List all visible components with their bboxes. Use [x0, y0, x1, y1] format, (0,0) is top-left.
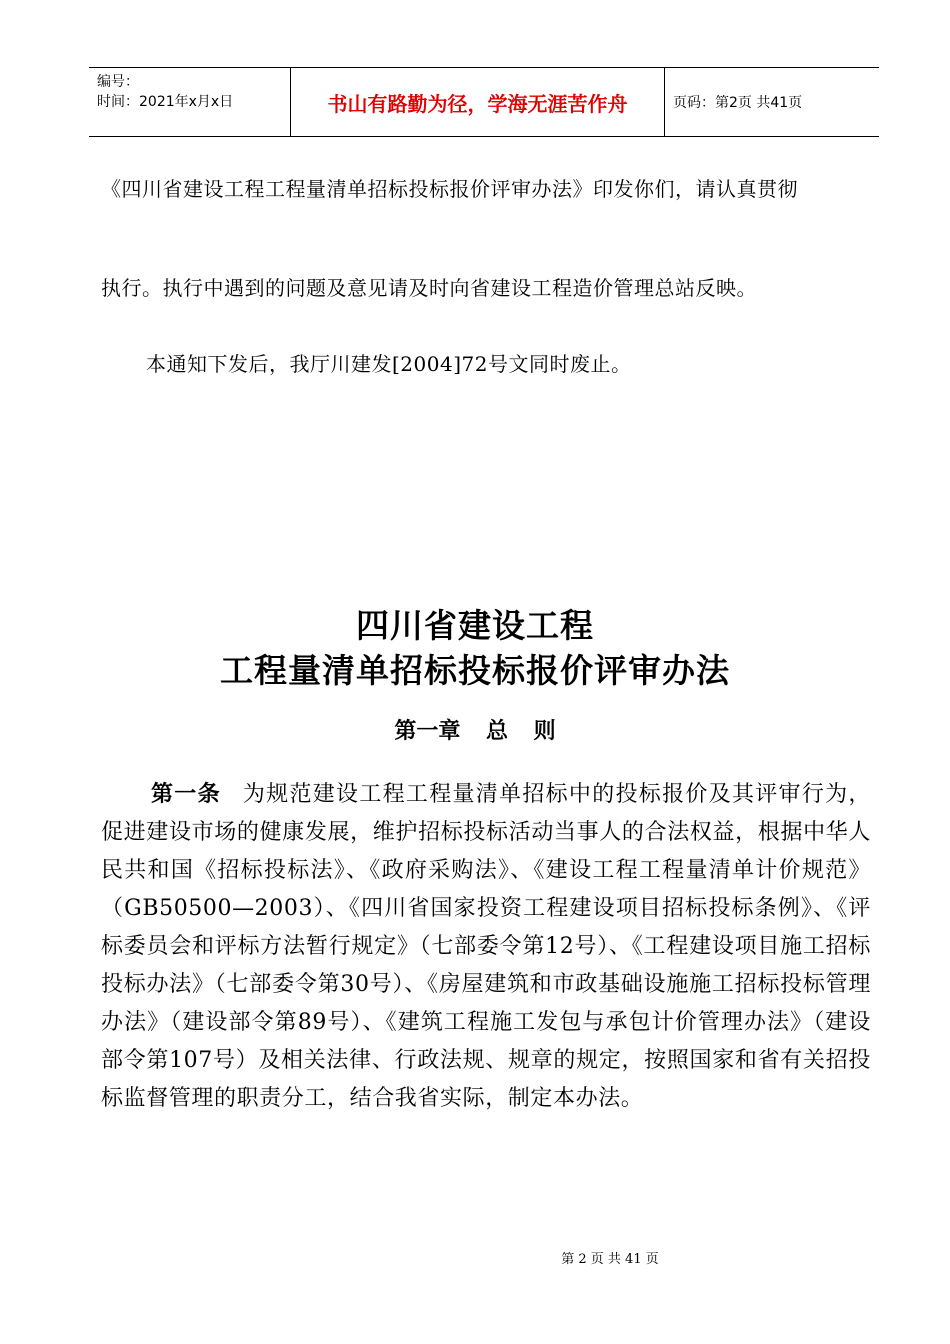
number-label: 编号：: [97, 74, 139, 90]
article-1-label: 第一条: [151, 782, 221, 807]
chapter-heading: 第一章 总 则: [394, 719, 556, 744]
page-footer: 第 2 页 共 41 页: [561, 1252, 659, 1267]
header-meta: [89, 68, 291, 136]
intro-line-2: 执行。执行中遇到的问题及意见请及时向省建设工程造价管理总站反映。: [101, 276, 757, 300]
header-page-info: 页码：第2页 共41页: [673, 95, 803, 111]
intro-line-3: 本通知下发后，我厅川建发[2004]72号文同时废止。: [146, 352, 632, 376]
page-header: [89, 67, 879, 137]
intro-line-1: 《四川省建设工程工程量清单招标投标报价评审办法》印发你们，请认真贯彻: [101, 177, 798, 201]
article-1: [101, 776, 871, 1118]
doc-title-line-2: 工程量清单招标投标报价评审办法: [220, 651, 730, 690]
article-1-text: 为规范建设工程工程量清单招标中的投标报价及其评审行为，促进建设市场的健康发展，维护招标投标活动当事人的合法权益，根据中华人民共和国《招标投标法》、《政府采购法》、《建设工程工程量清单计价规范》（GB50500—2003）、《四川省国家投资工程建设项目招标投标条例》、《评标委员会和评标方法暂行规定》（七部委令第12号）、《工程建设项目施工招标投标办法》（七部委令第30号）、《房屋建筑和市政基础设施施工招标投标管理办法》（建设部令第89号）、《建筑工程施工发包与承包计价管理办法》（建设部令第107号）及相关法律、行政法规、规章的规定，按照国家和省有关招投标监督管理的职责分工，结合我省实际，制定本办法。: [101, 782, 871, 1111]
time-label: 时间：2021年x月x日: [97, 94, 234, 110]
doc-title-line-1: 四川省建设工程: [356, 606, 594, 645]
header-motto: 书山有路勤为径，学海无涯苦作舟: [291, 68, 665, 136]
